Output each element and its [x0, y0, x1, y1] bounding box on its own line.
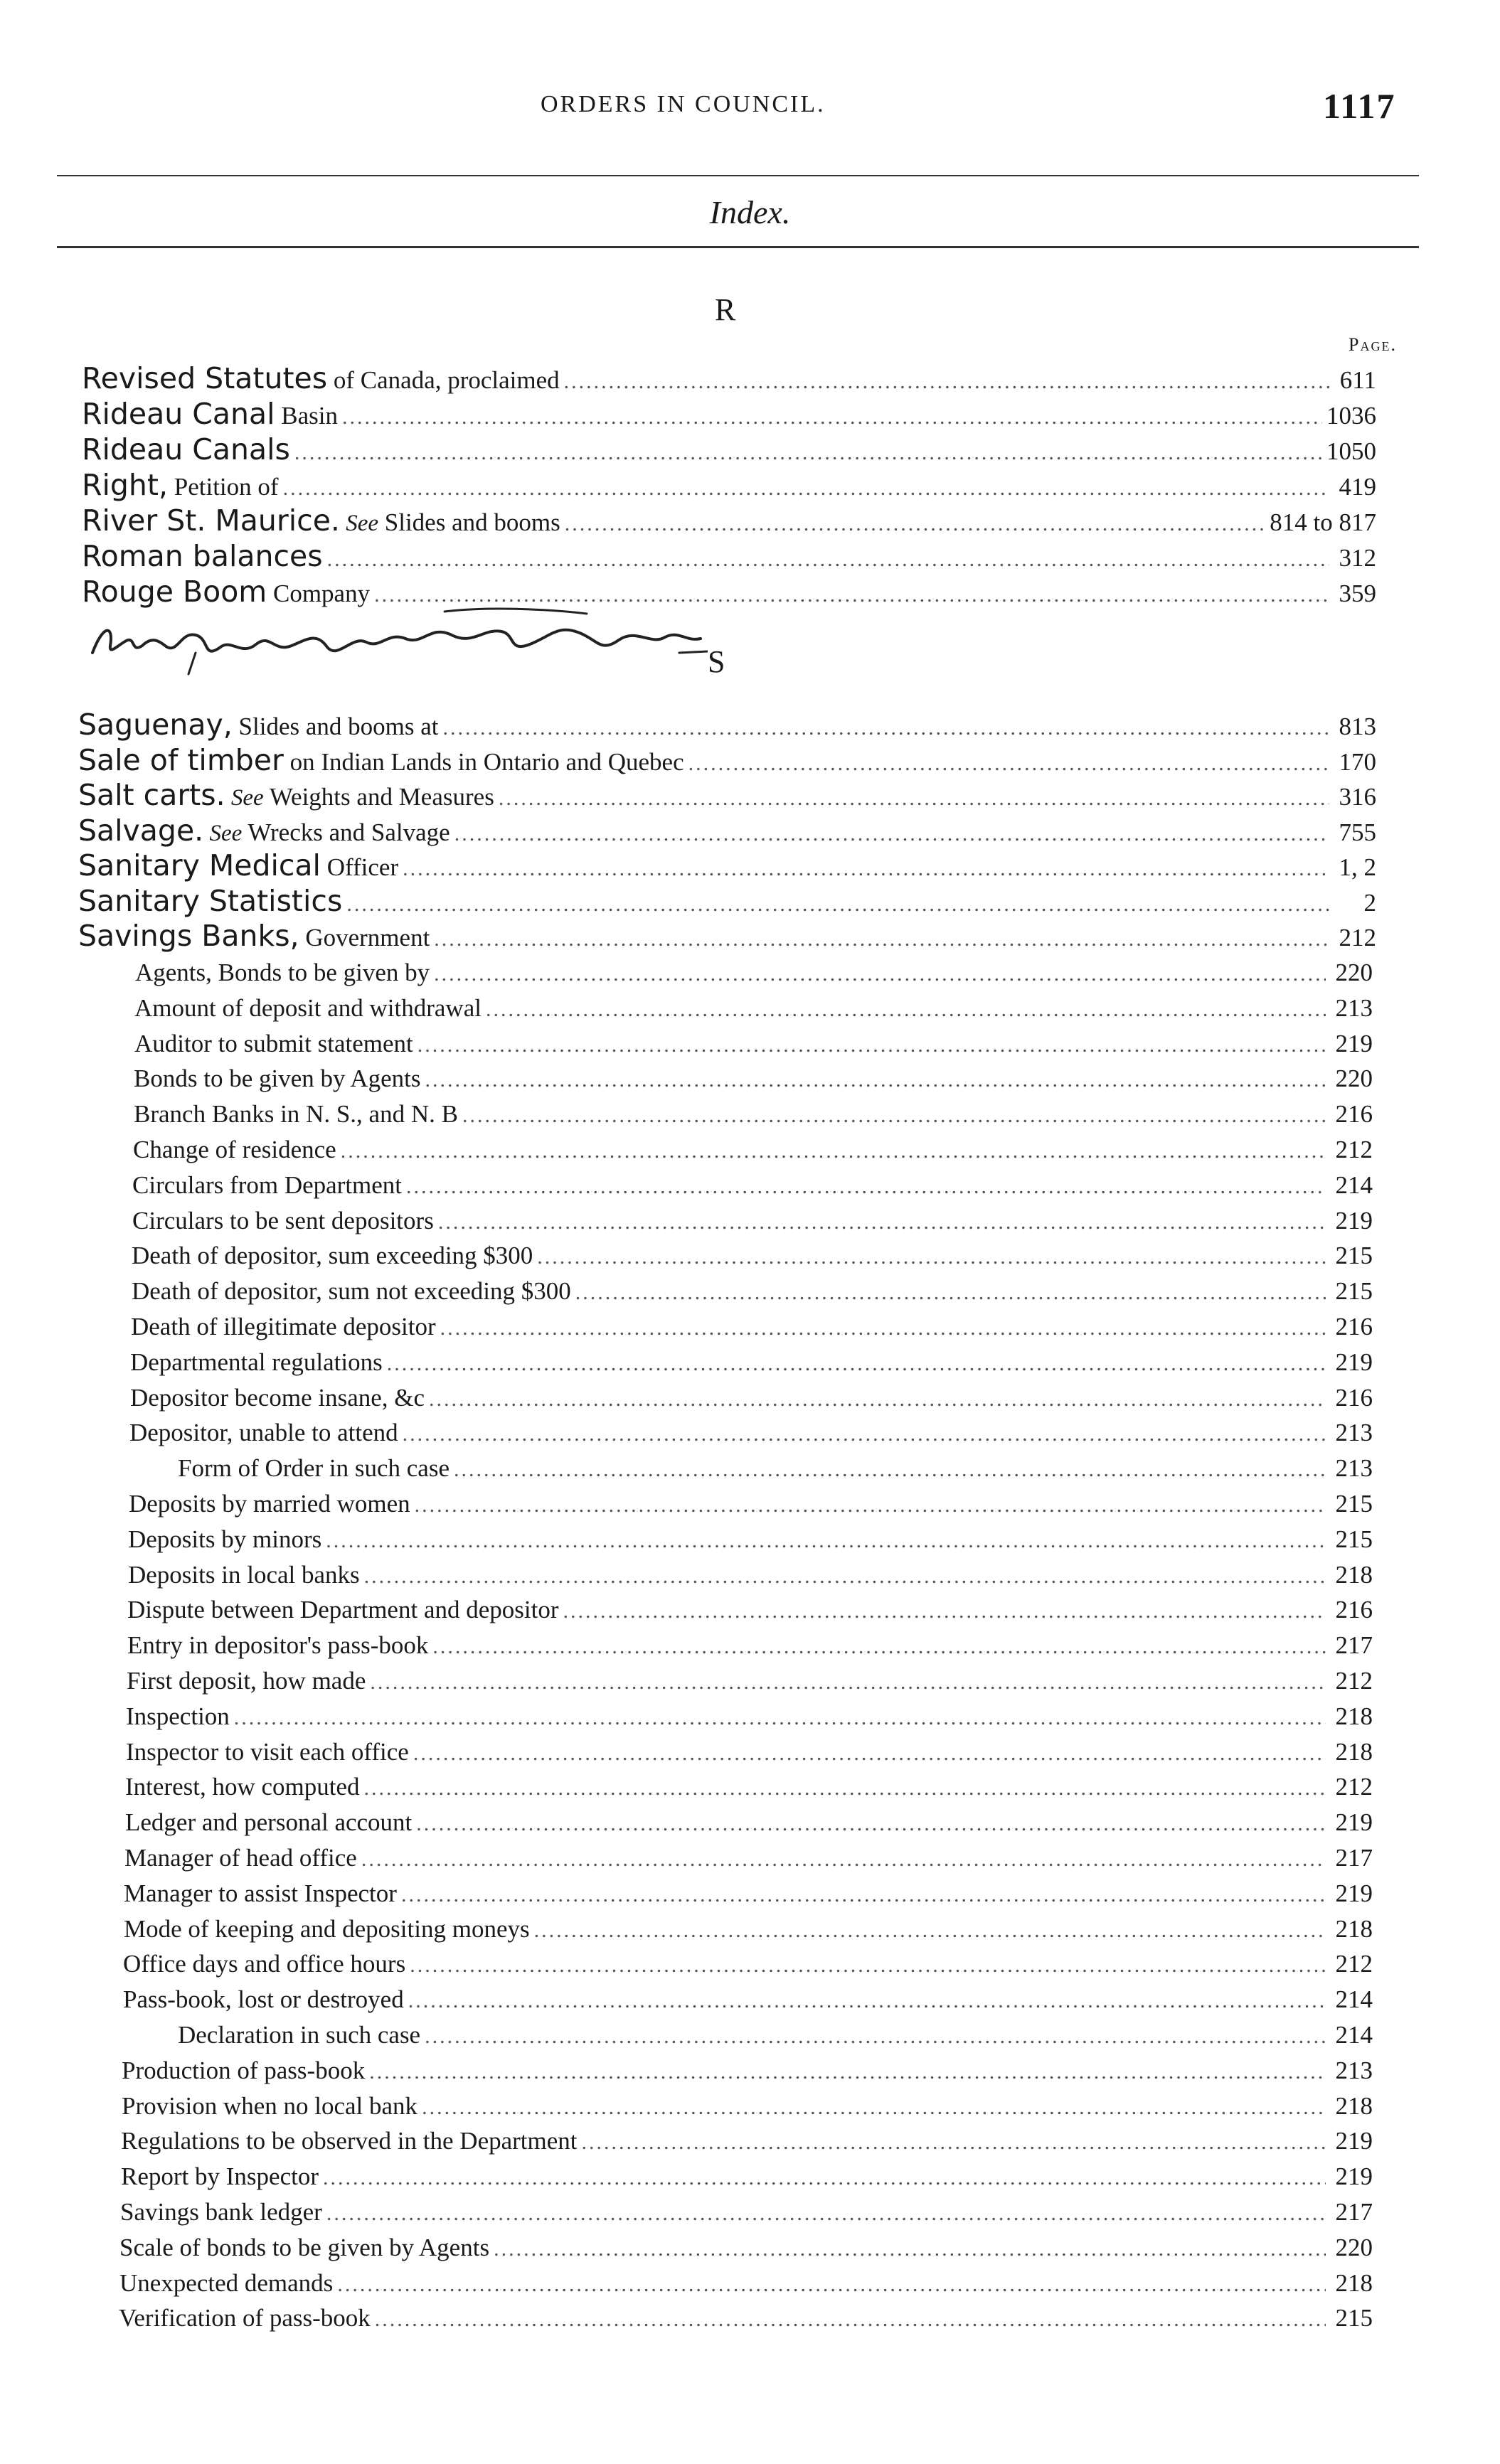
entry-page-number: 359	[1339, 580, 1376, 607]
index-entry	[82, 397, 1376, 431]
entry-page-number: 219	[1335, 1029, 1373, 1057]
dot-leader	[342, 405, 1322, 430]
entry-heading	[78, 743, 684, 777]
dot-leader	[337, 2273, 1326, 2297]
index-entry	[82, 539, 1376, 573]
sub-entry	[132, 1277, 1373, 1306]
dot-leader	[438, 1210, 1326, 1234]
entry-heading	[78, 814, 450, 848]
sub-entry	[132, 1242, 1373, 1270]
sub-entry-text: Deposits in local banks	[128, 1560, 360, 1589]
entry-main-term: Roman balances	[82, 539, 323, 573]
entry-page-number: 220	[1335, 959, 1373, 986]
dot-leader	[486, 998, 1326, 1022]
sub-entry-text: Circulars from Department	[132, 1170, 403, 1199]
index-entry	[78, 814, 1376, 848]
page-column-label: Page.	[1349, 334, 1397, 355]
sub-entry-text: Provision when no local bank	[122, 2091, 418, 2120]
entry-page-number: 814 to 817	[1270, 508, 1376, 536]
entry-page-number: 218	[1335, 2268, 1373, 2297]
entry-main-term: Revised Statutes	[82, 361, 328, 395]
dot-leader	[370, 1670, 1326, 1695]
dot-leader	[454, 822, 1329, 846]
entry-page-number: 212	[1335, 1950, 1373, 1978]
dot-leader	[408, 1989, 1326, 2013]
dot-leader	[462, 1104, 1326, 1128]
sub-entry-text: Report by Inspector	[121, 2162, 319, 2191]
dot-leader	[582, 2130, 1326, 2155]
sub-entry-text: Scale of bonds to be given by Agents	[119, 2233, 490, 2261]
entry-main-term: Savings Banks,	[78, 919, 299, 953]
sub-entry	[130, 1348, 1373, 1377]
entry-subtext: Slides and booms	[378, 508, 560, 536]
sub-entry	[123, 1985, 1373, 2014]
index-entry	[78, 708, 1376, 742]
entry-page-number: 220	[1335, 2233, 1373, 2261]
sub-entry-text: Change of residence	[133, 1136, 336, 1163]
sub-entry-text: Mode of keeping and depositing moneys	[124, 1914, 530, 1943]
index-entry	[78, 778, 1376, 812]
sub-entry-text: Inspector to visit each office	[126, 1737, 409, 1766]
sub-entry-text: Deposits by married women	[129, 1490, 410, 1518]
sub-entry	[130, 1384, 1373, 1412]
entry-page-number: 419	[1339, 473, 1376, 501]
entry-page-number: 216	[1335, 1313, 1373, 1340]
entry-page-number: 219	[1335, 1879, 1373, 1907]
entry-page-number: 219	[1335, 1808, 1373, 1837]
entry-heading	[78, 884, 342, 918]
sub-entry	[124, 1915, 1373, 1943]
dot-leader	[294, 441, 1322, 465]
entry-page-number: 219	[1335, 1206, 1373, 1234]
sub-entry-text: Departmental regulations	[130, 1348, 383, 1376]
entry-heading	[82, 539, 323, 573]
dot-leader	[434, 927, 1329, 951]
sub-entry	[120, 2198, 1373, 2226]
dot-leader	[387, 1352, 1326, 1376]
sub-entry-text: Bonds to be given by Agents	[134, 1065, 421, 1093]
entry-page-number: 214	[1335, 2021, 1373, 2049]
sub-entry	[178, 1454, 1373, 1483]
dot-leader	[575, 1281, 1326, 1305]
dot-leader	[326, 1529, 1326, 1553]
sub-entry-text: Circulars to be sent depositors	[132, 1206, 434, 1234]
entry-heading	[82, 397, 338, 431]
title-rule	[57, 246, 1419, 248]
entry-heading	[82, 432, 290, 466]
sub-entry	[133, 1136, 1373, 1164]
dot-leader	[416, 1812, 1326, 1836]
entry-page-number: 170	[1339, 747, 1376, 776]
entry-page-number: 1, 2	[1339, 853, 1376, 881]
sub-entry	[119, 2234, 1373, 2262]
dot-leader	[537, 1245, 1326, 1269]
dot-leader	[413, 1742, 1326, 1766]
entry-page-number: 218	[1335, 1914, 1373, 1943]
entry-subtext: Government	[299, 924, 430, 951]
entry-page-number: 212	[1335, 1667, 1373, 1695]
index-entry	[82, 468, 1376, 502]
dot-leader	[688, 752, 1329, 776]
running-title: ORDERS IN COUNCIL.	[541, 91, 826, 117]
sub-entry	[128, 1561, 1373, 1589]
sub-entry-text: Production of pass-book	[122, 2056, 366, 2084]
entry-page-number: 214	[1335, 1170, 1373, 1199]
entry-page-number: 218	[1335, 1737, 1373, 1766]
sub-entry	[135, 959, 1373, 987]
entry-main-term: Sale of timber	[78, 742, 284, 777]
dot-leader	[403, 1422, 1326, 1446]
sub-entry	[122, 2057, 1373, 2085]
dot-leader	[369, 2060, 1326, 2084]
dot-leader	[364, 1776, 1326, 1801]
entry-heading	[82, 361, 560, 395]
dot-leader	[443, 716, 1329, 740]
entry-page-number: 214	[1335, 1985, 1373, 2014]
entry-subtext: Officer	[320, 853, 399, 881]
dot-leader	[454, 1458, 1326, 1482]
sub-entry-text: Death of illegitimate depositor	[131, 1313, 436, 1340]
index-entry	[82, 503, 1376, 538]
sub-entry	[132, 1171, 1373, 1200]
entry-subtext: on Indian Lands in Ontario and Quebec	[283, 747, 684, 776]
entry-page-number: 212	[1335, 1136, 1373, 1163]
entry-page-number: 316	[1339, 783, 1376, 811]
sub-entry-text: Manager to assist Inspector	[124, 1879, 397, 1907]
entry-see-reference: See	[225, 785, 264, 811]
entry-page-number: 216	[1335, 1383, 1373, 1412]
sub-entry-text: Amount of deposit and withdrawal	[134, 993, 482, 1022]
entry-page-number: 217	[1335, 2198, 1373, 2226]
sub-entry	[124, 1879, 1373, 1908]
entry-page-number: 216	[1335, 1100, 1373, 1129]
entry-heading	[78, 708, 439, 742]
entry-see-reference: See	[203, 820, 243, 846]
entry-subtext: Wrecks and Salvage	[242, 818, 450, 846]
sub-entry	[132, 1207, 1373, 1235]
sub-entry	[122, 2092, 1373, 2121]
sub-entry-text: Interest, how computed	[125, 1773, 360, 1801]
dot-leader	[425, 1068, 1326, 1092]
dot-leader	[534, 1919, 1326, 1943]
sub-entry-text: Pass-book, lost or destroyed	[123, 1985, 404, 2014]
entry-page-number: 219	[1335, 2127, 1373, 2155]
dot-leader	[410, 1953, 1326, 1978]
index-entry	[82, 432, 1376, 466]
sub-entry-text: First deposit, how made	[127, 1667, 366, 1695]
entry-page-number: 1050	[1326, 437, 1376, 465]
sub-entry	[178, 2021, 1373, 2049]
entry-page-number: 216	[1335, 1596, 1373, 1624]
sub-entry-text: Manager of head office	[124, 1844, 357, 1872]
entry-page-number: 218	[1335, 1702, 1373, 1730]
index-entry	[78, 919, 1376, 953]
dot-leader	[234, 1706, 1326, 1730]
index-entry	[82, 361, 1376, 395]
dot-leader	[417, 1033, 1326, 1057]
sub-entry-text: Deposits by minors	[128, 1525, 322, 1553]
entry-subtext: Company	[267, 580, 371, 607]
entry-page-number: 312	[1339, 544, 1376, 572]
entry-page-number: 1036	[1326, 402, 1376, 430]
entry-page-number: 217	[1335, 1631, 1373, 1660]
sub-entry	[127, 1631, 1373, 1660]
dot-leader	[364, 1564, 1326, 1589]
dot-leader	[440, 1316, 1326, 1340]
sub-entry	[124, 1844, 1373, 1872]
sub-entry	[125, 1773, 1373, 1801]
dot-leader	[375, 2308, 1326, 2332]
dot-leader	[564, 370, 1329, 394]
sub-entry-text: Auditor to submit statement	[134, 1029, 413, 1057]
entry-page-number: 219	[1335, 1348, 1373, 1376]
entry-heading	[78, 848, 398, 882]
dot-leader	[327, 548, 1329, 572]
dot-leader	[361, 1847, 1326, 1872]
sub-entry	[129, 1419, 1373, 1447]
index-title: Index.	[709, 194, 791, 230]
sub-entry	[134, 994, 1373, 1023]
sub-entry-text: Unexpected demands	[119, 2268, 334, 2297]
entry-page-number: 213	[1335, 1454, 1373, 1483]
sub-entry	[121, 2162, 1373, 2191]
dot-leader	[401, 1883, 1326, 1907]
entry-page-number: 213	[1335, 993, 1373, 1022]
sub-entry	[134, 1030, 1373, 1058]
entry-subtext: Petition of	[168, 473, 279, 501]
entry-page-number: 215	[1335, 1490, 1373, 1518]
dot-leader	[565, 512, 1266, 536]
entry-main-term: Salt carts.	[78, 778, 225, 812]
entry-subtext: Basin	[275, 402, 339, 430]
sub-entry-text: Depositor become insane, &c	[130, 1383, 425, 1412]
entry-see-reference: See	[339, 511, 379, 536]
entry-subtext: Weights and Measures	[263, 783, 494, 811]
sub-entry-text: Regulations to be observed in the Department	[121, 2127, 578, 2155]
entry-heading	[78, 919, 430, 953]
sub-entry	[126, 1738, 1373, 1766]
entry-page-number: 212	[1339, 924, 1376, 951]
sub-entry-text: Ledger and personal account	[125, 1808, 413, 1837]
sub-entry	[123, 1950, 1373, 1978]
entry-page-number: 215	[1335, 1277, 1373, 1306]
index-entry	[78, 848, 1376, 882]
dot-leader	[432, 1635, 1326, 1659]
entry-main-term: Rideau Canals	[82, 432, 290, 466]
section-letter-s: S	[708, 644, 725, 679]
page-number: 1117	[1323, 86, 1396, 126]
dot-leader	[323, 2166, 1326, 2190]
entry-page-number: 215	[1335, 2304, 1373, 2332]
dot-leader	[422, 2096, 1326, 2120]
top-rule	[57, 175, 1419, 176]
handwritten-annotation	[89, 603, 708, 681]
dot-leader	[403, 857, 1329, 881]
entry-main-term: River St. Maurice.	[82, 503, 340, 538]
entry-page-number: 220	[1335, 1065, 1373, 1093]
sub-entry	[131, 1313, 1373, 1341]
entry-main-term: Saguenay,	[78, 708, 233, 742]
sub-entry	[128, 1525, 1373, 1554]
sub-entry-text: Verification of pass-book	[119, 2304, 371, 2332]
entry-heading	[82, 468, 279, 502]
index-entry	[78, 743, 1376, 777]
dot-leader	[563, 1599, 1326, 1623]
entry-subtext: of Canada, proclaimed	[327, 366, 560, 394]
dot-leader	[406, 1175, 1326, 1199]
sub-entry-text: Agents, Bonds to be given by	[135, 959, 430, 986]
dot-leader	[326, 2202, 1326, 2226]
sub-entry-text: Death of depositor, sum exceeding $300	[132, 1242, 533, 1270]
sub-entry-text: Branch Banks in N. S., and N. B	[134, 1100, 458, 1129]
sub-entry	[119, 2304, 1373, 2332]
index-entry	[78, 884, 1376, 918]
sub-entry-text: Form of Order in such case	[178, 1454, 450, 1483]
sub-entry-text: Declaration in such case	[178, 2021, 421, 2049]
dot-leader	[283, 476, 1329, 501]
dot-leader	[494, 2237, 1326, 2261]
entry-main-term: Sanitary Medical	[78, 848, 321, 882]
dot-leader	[499, 786, 1329, 811]
sub-entry	[119, 2269, 1373, 2298]
entry-page-number: 215	[1335, 1525, 1373, 1553]
entry-main-term: Rouge Boom	[82, 575, 267, 609]
page-header	[0, 86, 1500, 134]
sub-entry-text: Depositor, unable to attend	[129, 1419, 398, 1447]
entry-page-number: 215	[1335, 1242, 1373, 1270]
entry-subtext: Slides and booms at	[232, 713, 439, 740]
sub-entry-text: Savings bank ledger	[120, 2198, 322, 2226]
entry-page-number: 218	[1335, 1560, 1373, 1589]
dot-leader	[434, 962, 1326, 986]
entry-page-number: 611	[1339, 366, 1376, 394]
entry-page-number: 213	[1335, 1419, 1373, 1447]
sub-entry	[126, 1702, 1373, 1731]
entry-main-term: Rideau Canal	[82, 397, 275, 431]
dot-leader	[425, 2025, 1326, 2049]
sub-entry	[121, 2127, 1373, 2155]
entry-page-number: 212	[1335, 1773, 1373, 1801]
entry-main-term: Sanitary Statistics	[78, 883, 343, 918]
entry-page-number: 219	[1335, 2162, 1373, 2191]
entry-page-number: 217	[1335, 1844, 1373, 1872]
dot-leader	[415, 1493, 1326, 1518]
sub-entry-text: Death of depositor, sum not exceeding $300	[132, 1277, 571, 1306]
sub-entry-text: Office days and office hours	[123, 1950, 406, 1978]
entry-main-term: Right,	[82, 468, 168, 502]
entry-heading	[82, 503, 560, 538]
sub-entry-text: Inspection	[126, 1702, 230, 1730]
sub-entry	[134, 1100, 1373, 1129]
sub-entry	[125, 1808, 1373, 1837]
sub-entry-text: Dispute between Department and depositor	[127, 1596, 559, 1624]
sub-entry	[127, 1596, 1373, 1624]
entry-page-number: 813	[1339, 713, 1376, 740]
sub-entry	[134, 1065, 1373, 1093]
section-letter-r: R	[715, 292, 736, 327]
entry-page-number: 213	[1335, 2056, 1373, 2084]
entry-page-number: 218	[1335, 2091, 1373, 2120]
dot-leader	[341, 1139, 1326, 1163]
sub-entry	[127, 1667, 1373, 1695]
dot-leader	[346, 892, 1329, 917]
sub-entry-text: Entry in depositor's pass-book	[127, 1631, 429, 1660]
dot-leader	[429, 1387, 1326, 1412]
entry-page-number: 2	[1363, 888, 1376, 917]
sub-entry	[129, 1490, 1373, 1518]
entry-main-term: Salvage.	[78, 813, 204, 848]
entry-heading	[78, 778, 494, 812]
entry-page-number: 755	[1339, 818, 1376, 846]
